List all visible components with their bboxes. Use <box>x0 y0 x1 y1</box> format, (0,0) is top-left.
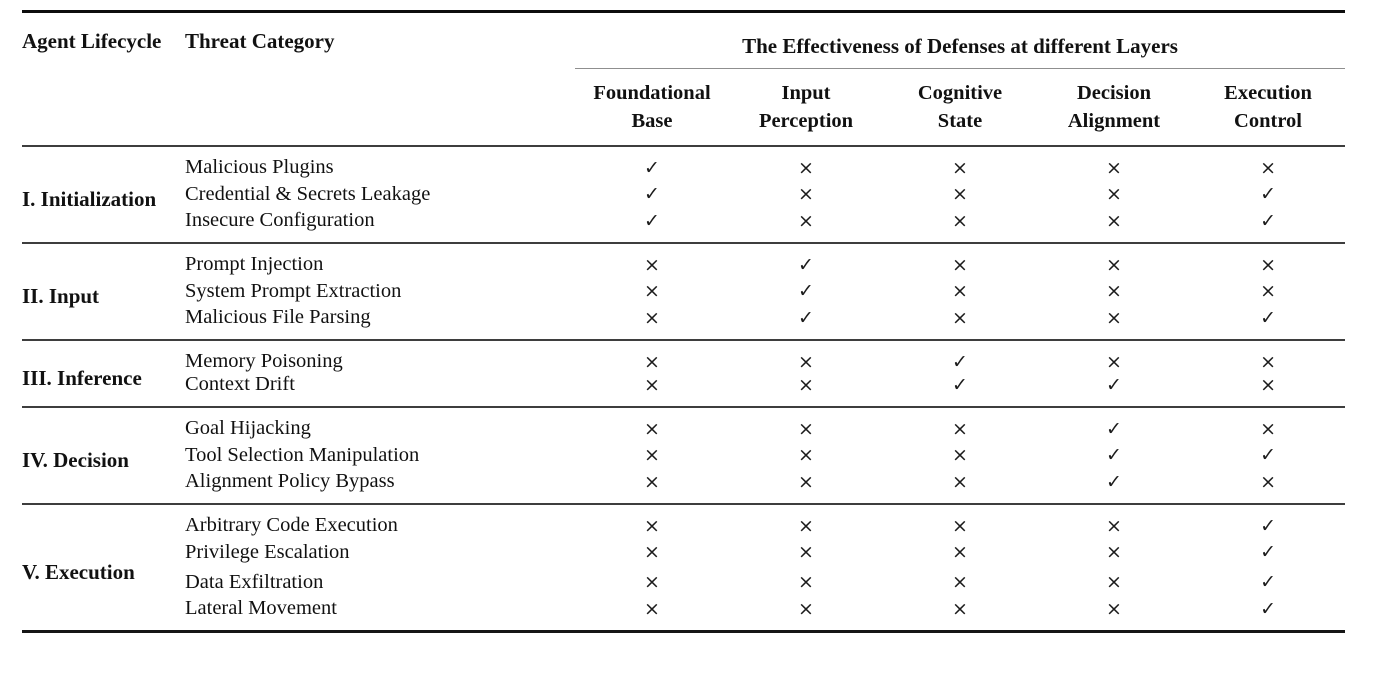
table-row <box>22 276 1345 306</box>
cross-mark: × <box>1106 541 1122 563</box>
cross-mark: × <box>952 209 968 232</box>
lifecycle-group <box>22 243 1345 340</box>
check-mark: ✓ <box>644 209 660 232</box>
cross-mark: × <box>1106 306 1122 329</box>
threat-category-label: Malicious Plugins <box>185 156 334 178</box>
lifecycle-group <box>22 340 1345 407</box>
cross-mark: × <box>952 571 968 593</box>
threat-category-label: Credential & Secrets Leakage <box>185 182 431 205</box>
cross-mark: × <box>1106 350 1122 373</box>
check-mark: ✓ <box>644 183 660 205</box>
threat-category-label: Privilege Escalation <box>185 540 350 563</box>
cross-mark: × <box>952 514 968 537</box>
lifecycle-group <box>22 146 1345 243</box>
cross-mark: × <box>1260 280 1276 302</box>
cross-mark: × <box>798 350 814 373</box>
cross-mark: × <box>1106 571 1122 593</box>
column-header-decision-alignment <box>1037 69 1191 147</box>
table-row <box>22 407 1345 440</box>
lifecycle-stage-label: IV. Decision <box>22 447 129 472</box>
table-row <box>22 243 1345 276</box>
cross-mark: × <box>798 444 814 466</box>
check-mark: ✓ <box>1260 541 1276 563</box>
cross-mark: × <box>644 571 660 593</box>
layer-label-line2: Perception <box>758 110 854 132</box>
cross-mark: × <box>644 417 660 440</box>
cross-mark: × <box>952 156 968 179</box>
threat-category-label: Malicious File Parsing <box>185 306 371 328</box>
check-mark: ✓ <box>1260 183 1276 205</box>
threat-category-label: Tool Selection Manipulation <box>185 443 420 466</box>
layer-label-line1: Decision <box>1076 81 1152 104</box>
threat-category-label: Goal Hijacking <box>185 417 311 439</box>
cross-mark: × <box>798 209 814 232</box>
cross-mark: × <box>952 253 968 276</box>
cross-mark: × <box>644 597 660 620</box>
check-mark: ✓ <box>1260 306 1276 329</box>
lifecycle-stage-label: I. Initialization <box>22 186 157 211</box>
layer-label-line1: Foundational <box>593 81 711 104</box>
threat-category-label: Memory Poisoning <box>185 350 343 372</box>
threat-category-label: Prompt Injection <box>185 253 324 275</box>
cross-mark: × <box>952 306 968 329</box>
lifecycle-group <box>22 504 1345 632</box>
check-mark: ✓ <box>1106 373 1122 396</box>
check-mark: ✓ <box>798 253 814 276</box>
cross-mark: × <box>952 470 968 493</box>
spanning-header-defense-effectiveness: The Effectiveness of Defenses at different Layers <box>575 12 1345 69</box>
cross-mark: × <box>952 183 968 205</box>
layer-label-line1: Execution <box>1224 81 1312 104</box>
check-mark: ✓ <box>1260 444 1276 466</box>
cross-mark: × <box>1106 209 1122 232</box>
table-row <box>22 340 1345 373</box>
column-header-cognitive-state <box>883 69 1037 147</box>
check-mark: ✓ <box>1260 597 1276 620</box>
header-row-top <box>22 12 1345 69</box>
cross-mark: × <box>1106 183 1122 205</box>
layer-label-line2: Alignment <box>1067 110 1161 132</box>
check-mark: ✓ <box>644 156 660 179</box>
column-header-threat-category: Threat Category <box>185 29 335 53</box>
table-row <box>22 179 1345 209</box>
threat-category-label: Insecure Configuration <box>185 209 375 231</box>
cross-mark: × <box>798 417 814 440</box>
cross-mark: × <box>952 417 968 440</box>
threat-category-label: Arbitrary Code Execution <box>185 514 398 536</box>
layer-label-line2: Control <box>1234 110 1303 132</box>
table-row <box>22 537 1345 567</box>
check-mark: ✓ <box>1260 209 1276 232</box>
table-row <box>22 209 1345 243</box>
cross-mark: × <box>1260 373 1276 396</box>
check-mark: ✓ <box>1106 470 1122 493</box>
check-mark: ✓ <box>798 306 814 329</box>
layer-label-line1: Input <box>781 81 831 104</box>
check-mark: ✓ <box>952 373 968 396</box>
cross-mark: × <box>952 597 968 620</box>
cross-mark: × <box>644 373 660 396</box>
cross-mark: × <box>644 350 660 373</box>
cross-mark: × <box>1106 253 1122 276</box>
table-row <box>22 470 1345 504</box>
cross-mark: × <box>644 306 660 329</box>
cross-mark: × <box>1106 597 1122 620</box>
table-row <box>22 373 1345 407</box>
lifecycle-stage-label: V. Execution <box>22 559 135 584</box>
table-row <box>22 440 1345 470</box>
table-row <box>22 504 1345 537</box>
cross-mark: × <box>1106 514 1122 537</box>
cross-mark: × <box>1106 156 1122 179</box>
cross-mark: × <box>1260 156 1276 179</box>
cross-mark: × <box>798 470 814 493</box>
check-mark: ✓ <box>1106 444 1122 466</box>
cross-mark: × <box>952 444 968 466</box>
cross-mark: × <box>644 444 660 466</box>
cross-mark: × <box>1260 350 1276 373</box>
cross-mark: × <box>798 373 814 396</box>
check-mark: ✓ <box>798 280 814 302</box>
cross-mark: × <box>798 514 814 537</box>
table-row <box>22 306 1345 340</box>
cross-mark: × <box>798 571 814 593</box>
cross-mark: × <box>644 280 660 302</box>
cross-mark: × <box>1106 280 1122 302</box>
check-mark: ✓ <box>1260 514 1276 537</box>
layer-label-line2: Base <box>631 110 673 132</box>
lifecycle-stage-label: II. Input <box>22 283 100 308</box>
cross-mark: × <box>952 280 968 302</box>
threat-category-label: Context Drift <box>185 373 295 395</box>
table-row <box>22 567 1345 597</box>
cross-mark: × <box>798 183 814 205</box>
layer-label-line2: State <box>937 110 983 132</box>
table-header <box>22 12 1345 147</box>
threat-category-label: Lateral Movement <box>185 597 337 619</box>
cross-mark: × <box>798 156 814 179</box>
table-row <box>22 146 1345 179</box>
cross-mark: × <box>1260 470 1276 493</box>
lifecycle-group <box>22 407 1345 504</box>
column-header-agent-lifecycle: Agent Lifecycle <box>22 29 162 53</box>
cross-mark: × <box>644 253 660 276</box>
cross-mark: × <box>644 541 660 563</box>
cross-mark: × <box>798 597 814 620</box>
lifecycle-stage-label: III. Inference <box>22 365 142 390</box>
layer-label-line1: Cognitive <box>917 81 1003 104</box>
table-row <box>22 597 1345 632</box>
column-header-foundational-base <box>575 69 729 147</box>
check-mark: ✓ <box>952 350 968 373</box>
cross-mark: × <box>644 514 660 537</box>
cross-mark: × <box>1260 417 1276 440</box>
threat-category-label: Alignment Policy Bypass <box>185 470 395 492</box>
cross-mark: × <box>952 541 968 563</box>
defense-effectiveness-table <box>22 10 1345 633</box>
cross-mark: × <box>1260 253 1276 276</box>
cross-mark: × <box>798 541 814 563</box>
threat-category-label: Data Exfiltration <box>185 570 324 593</box>
column-header-execution-control <box>1191 69 1345 147</box>
threat-category-label: System Prompt Extraction <box>185 279 402 302</box>
check-mark: ✓ <box>1106 417 1122 440</box>
cross-mark: × <box>644 470 660 493</box>
check-mark: ✓ <box>1260 571 1276 593</box>
column-header-input-perception <box>729 69 883 147</box>
